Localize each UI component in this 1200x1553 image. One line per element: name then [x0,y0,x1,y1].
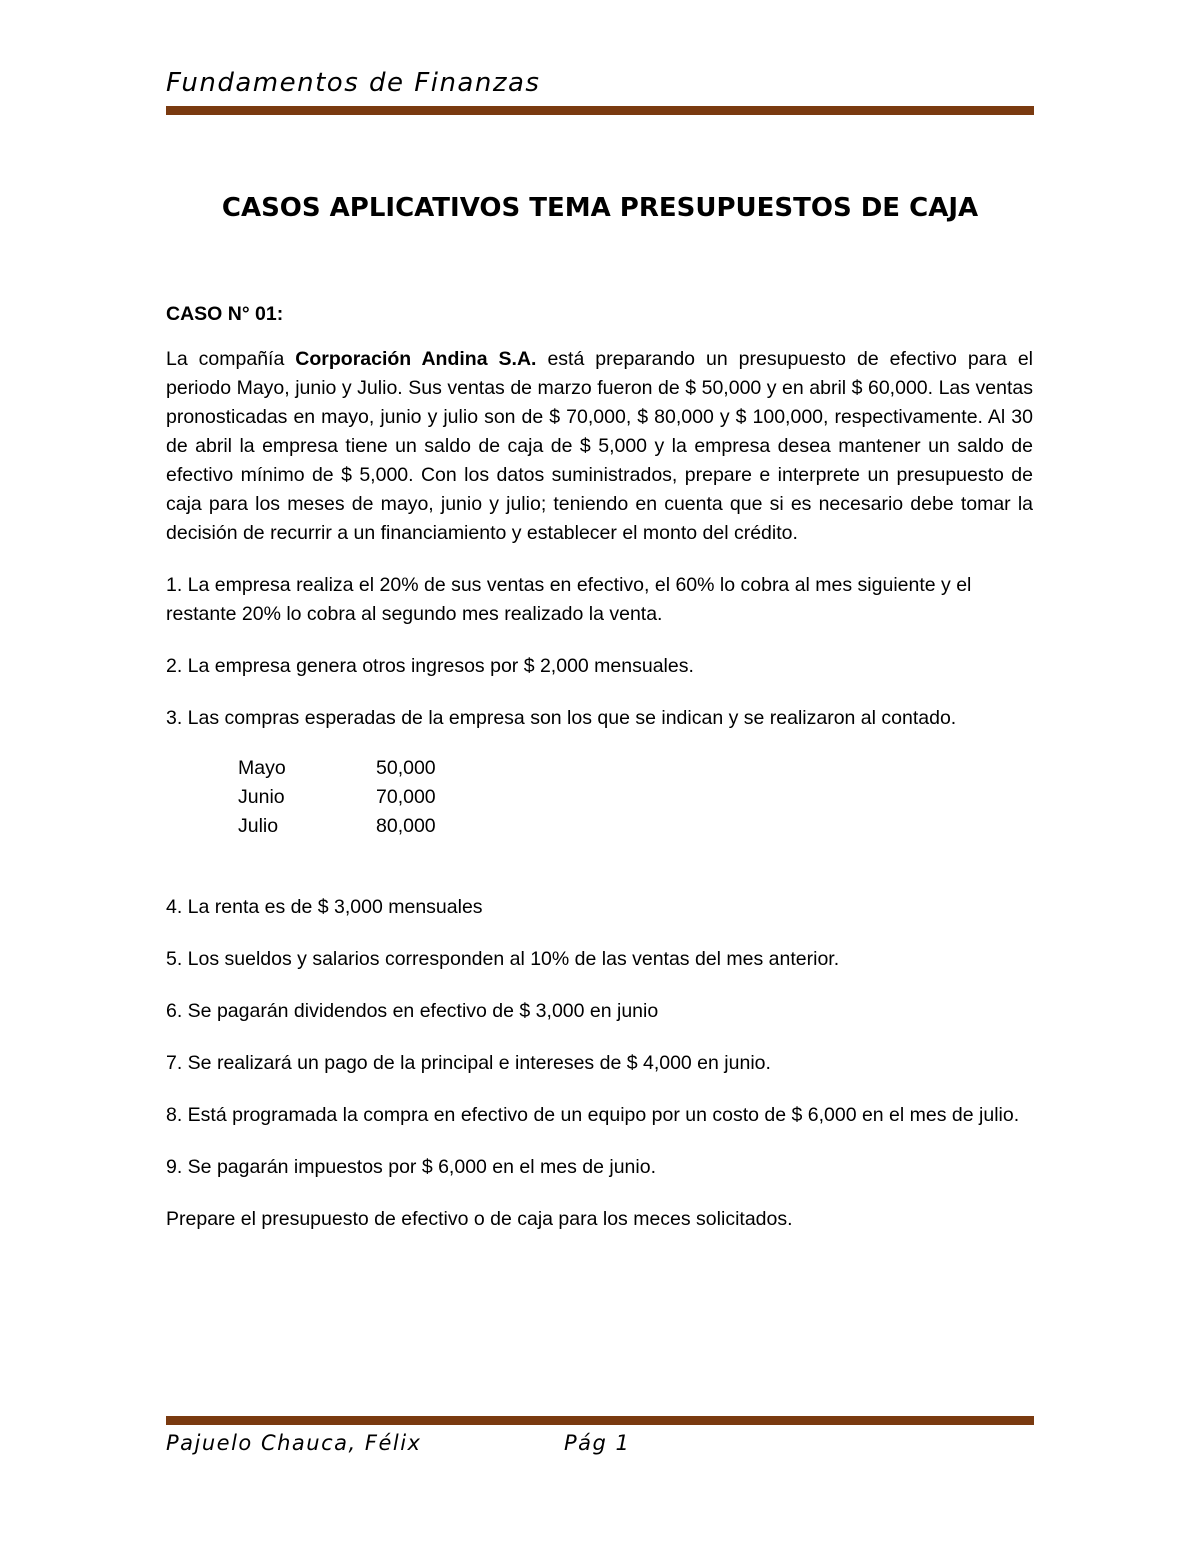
purchases-table [238,754,496,841]
list-item: 2. La empresa genera otros ingresos por $ 2,000 mensuales. [166,655,694,677]
purchase-amount: 80,000 [376,815,436,837]
purchase-month: Junio [238,786,285,808]
list-item: 8. Está programada la compra en efectivo de un equipo por un costo de $ 6,000 en el mes de julio. [166,1104,1020,1126]
intro-text-rest: está preparando un presupuesto de efectivo para el periodo Mayo, junio y Julio. Sus ventas de marzo fueron de $ 50,000 y en abril $ 60,000. Las ventas pronosticadas en mayo, junio y julio son de $ 70,000, $ 80,000 y $ 100,000, respectivamente. Al 30 de abril la empresa tiene un saldo de caja de $ 5,000 y la empresa desea mantener un saldo de efectivo mínimo de $ 5,000. Con los datos suministrados, prepare e interprete un presupuesto de caja para los meses de mayo, junio y julio; teniendo en cuenta que si es necesario debe tomar la decisión de recurrir a un financiamiento y establecer el monto del crédito. [166,348,1034,544]
purchase-amount: 70,000 [376,786,436,808]
document-body [166,300,1033,1257]
purchase-amount: 50,000 [376,757,436,779]
case-label: CASO N° 01: [166,303,284,325]
footer-rule [166,1416,1034,1425]
intro-paragraph [166,345,1033,548]
table-row [238,812,496,841]
closing-instruction: Prepare el presupuesto de efectivo o de caja para los meces solicitados. [166,1208,793,1230]
footer-author: Pajuelo Chauca, Félix [166,1431,422,1455]
table-row [238,754,496,783]
intro-text-start: La compañía [166,348,296,370]
page-number: Pág 1 [564,1431,631,1455]
list-item: 6. Se pagarán dividendos en efectivo de $ 3,000 en junio [166,1000,659,1022]
list-item: 1. La empresa realiza el 20% de sus ventas en efectivo, el 60% lo cobra al mes siguiente y el restante 20% lo cobra al segundo mes realizado la venta. [166,574,972,625]
header-rule [166,106,1034,115]
company-name: Corporación Andina S.A. [295,348,537,370]
document-title: CASOS APLICATIVOS TEMA PRESUPUESTOS DE CAJA [221,193,979,223]
purchase-month: Mayo [238,757,286,779]
table-row [238,783,496,812]
list-item: 5. Los sueldos y salarios corresponden al 10% de las ventas del mes anterior. [166,948,840,970]
list-item: 4. La renta es de $ 3,000 mensuales [166,896,483,918]
header-title: Fundamentos de Finanzas [166,68,541,98]
list-item: 3. Las compras esperadas de la empresa son los que se indican y se realizaron al contado. [166,707,957,729]
list-item: 9. Se pagarán impuestos por $ 6,000 en el mes de junio. [166,1156,656,1178]
list-item: 7. Se realizará un pago de la principal e intereses de $ 4,000 en junio. [166,1052,771,1074]
purchase-month: Julio [238,815,279,837]
